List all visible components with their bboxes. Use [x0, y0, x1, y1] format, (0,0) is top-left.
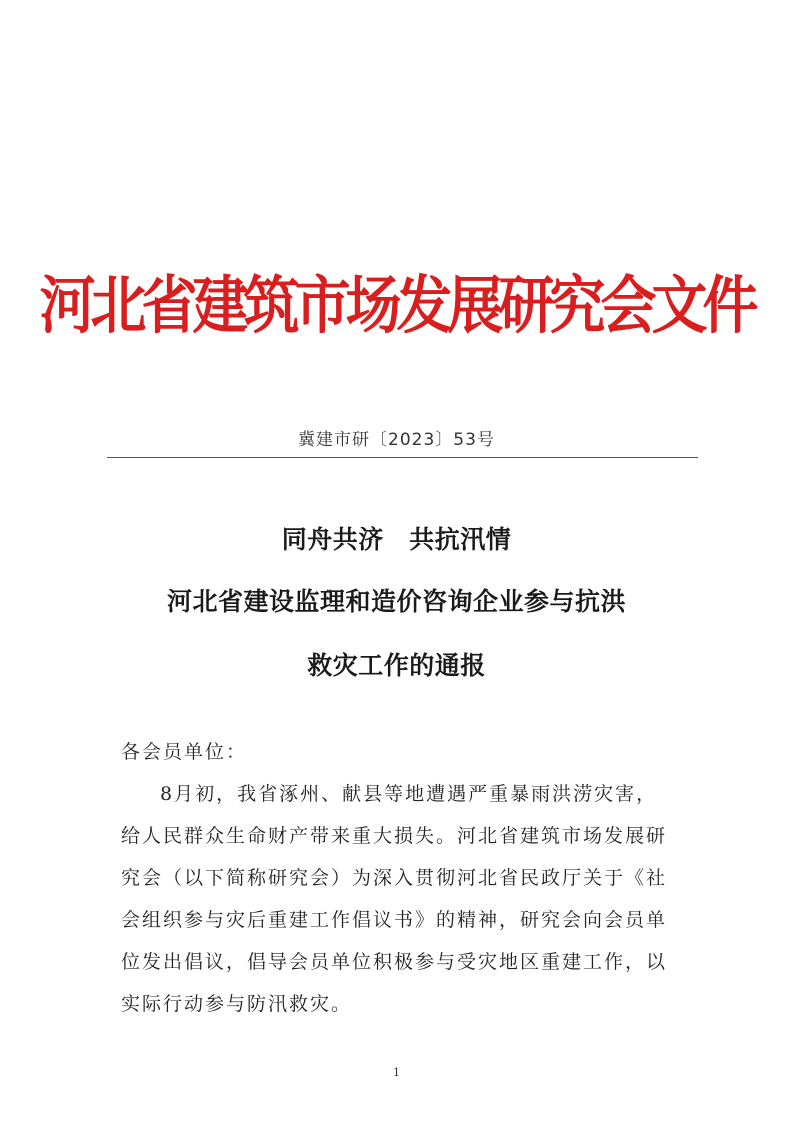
body-paragraph-line: 给人民群众生命财产带来重大损失。河北省建筑市场发展研	[121, 825, 668, 847]
body-paragraph-line: 8月初，我省涿州、献县等地遭遇严重暴雨洪涝灾害，	[160, 783, 658, 805]
page-number: 1	[393, 1066, 400, 1079]
body-paragraph-line: 会组织参与灾后重建工作倡议书》的精神，研究会向会员单	[121, 909, 668, 931]
salutation: 各会员单位：	[121, 741, 248, 763]
document-title-line-3: 救灾工作的通报	[307, 651, 486, 680]
document-number: 冀建市研〔2023〕53号	[298, 430, 495, 450]
body-paragraph-line: 位发出倡议，倡导会员单位积极参与受灾地区重建工作，以	[121, 951, 668, 973]
document-title-line-2: 河北省建设监理和造价咨询企业参与抗洪	[166, 587, 626, 616]
issuer-header-title: 河北省建筑市场发展研究会文件	[39, 269, 754, 343]
body-paragraph-line: 究会（以下简称研究会）为深入贯彻河北省民政厅关于《社	[121, 867, 668, 889]
document-title-line-1: 同舟共济 共抗汛情	[281, 525, 512, 554]
red-divider-line	[107, 457, 698, 458]
body-paragraph-line: 实际行动参与防汛救灾。	[121, 993, 353, 1015]
